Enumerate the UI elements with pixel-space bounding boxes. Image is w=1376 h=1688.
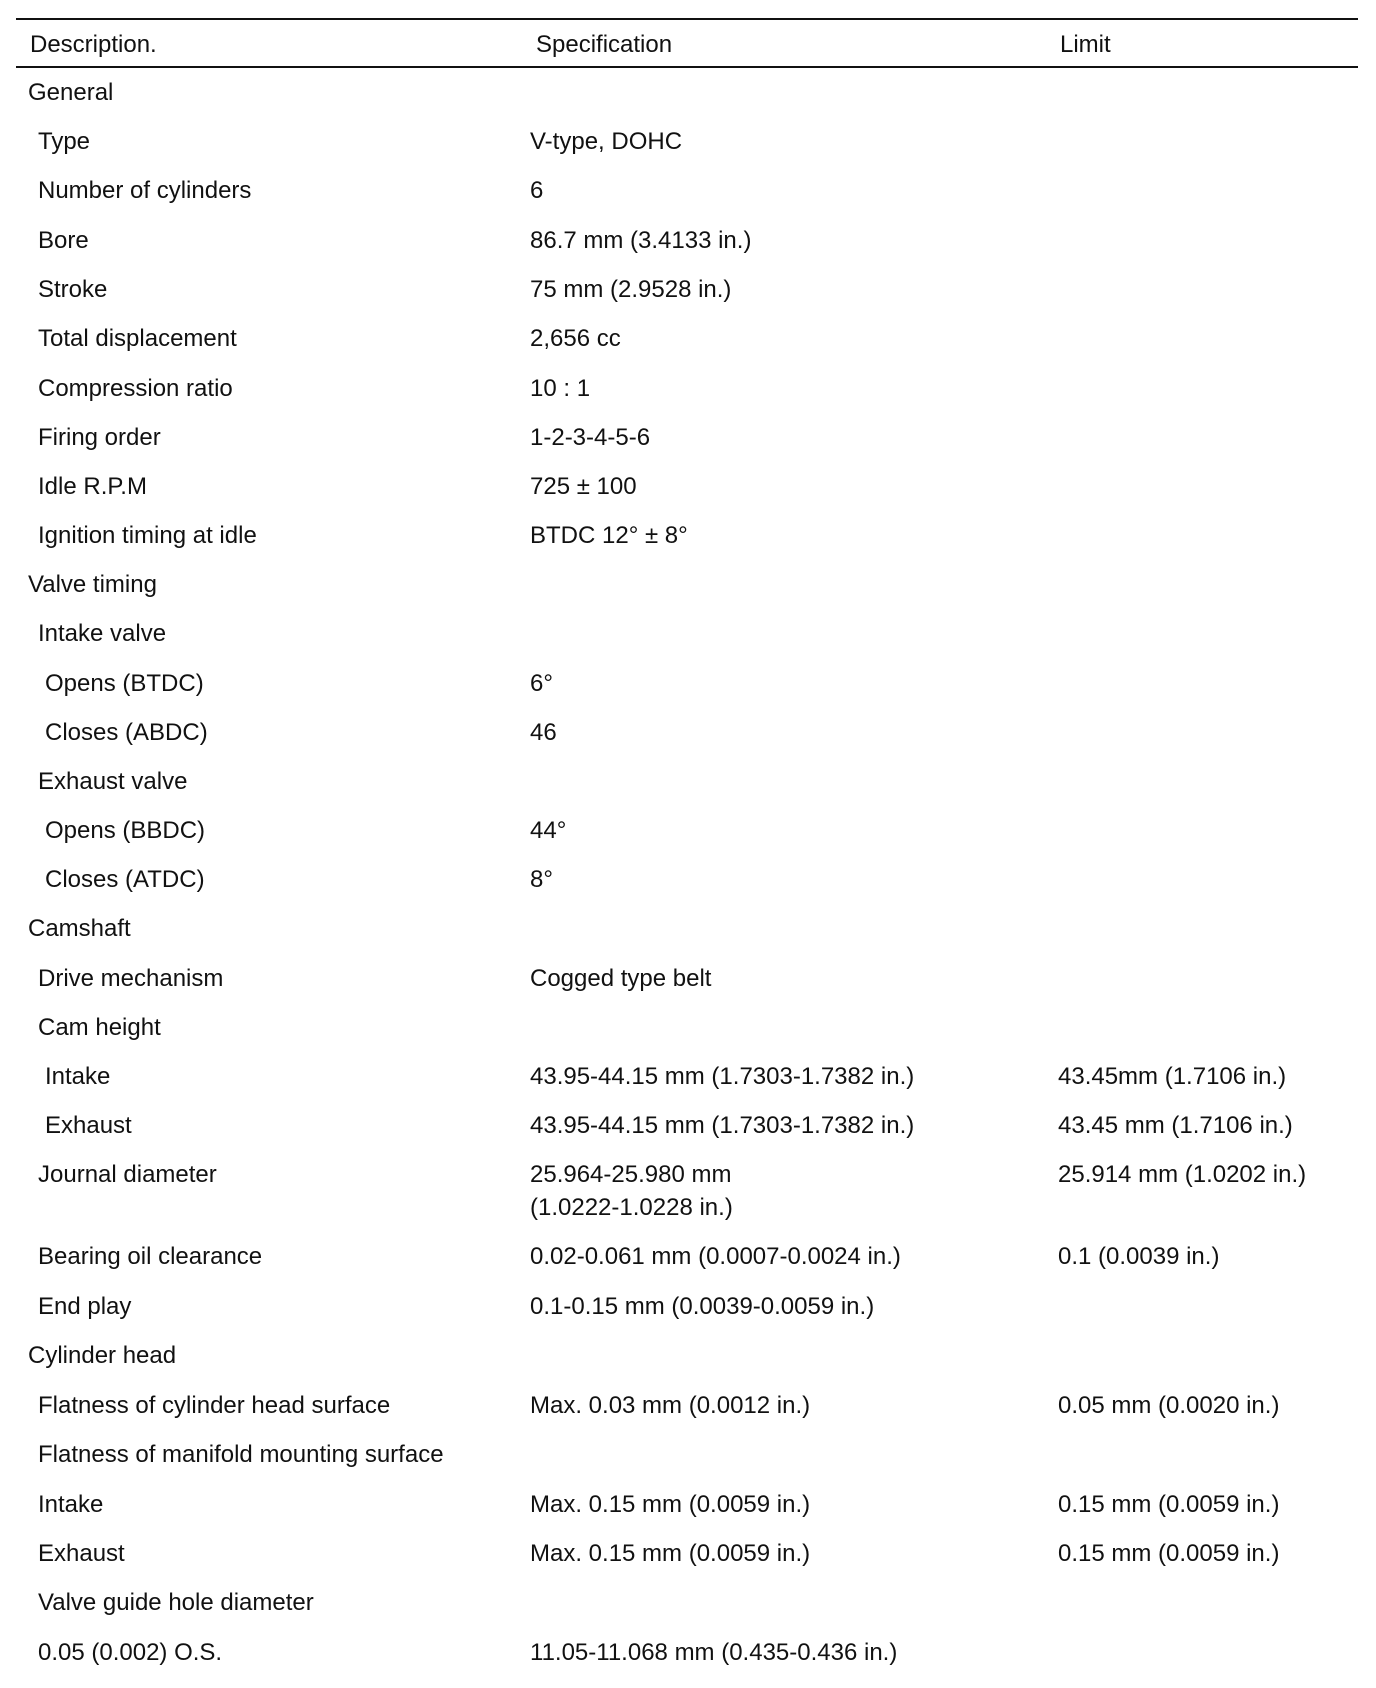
row-specification: 75 mm (2.9528 in.) (530, 276, 732, 303)
row-description: Bearing oil clearance (38, 1243, 263, 1270)
row-description: Type (38, 128, 91, 155)
row-limit: 43.45 mm (1.7106 in.) (1058, 1112, 1293, 1139)
row-specification: 10 : 1 (530, 375, 591, 402)
row-specification: 0.1-0.15 mm (0.0039-0.0059 in.) (530, 1293, 875, 1320)
row-description: Exhaust (45, 1112, 132, 1139)
row-specification: 43.95-44.15 mm (1.7303-1.7382 in.) (530, 1112, 915, 1139)
row-description: Intake valve (38, 620, 167, 647)
row-specification: V-type, DOHC (530, 128, 683, 155)
row-description: Cylinder head (28, 1342, 177, 1369)
row-specification: 0.02-0.061 mm (0.0007-0.0024 in.) (530, 1243, 901, 1270)
row-description: Opens (BBDC) (45, 817, 206, 844)
row-limit: 43.45mm (1.7106 in.) (1058, 1063, 1287, 1090)
row-description: Exhaust (38, 1540, 125, 1567)
row-description: End play (38, 1293, 132, 1320)
row-limit: 0.15 mm (0.0059 in.) (1058, 1491, 1280, 1518)
row-description: Drive mechanism (38, 965, 224, 992)
row-description: Firing order (38, 424, 161, 451)
row-description: Flatness of manifold mounting surface (38, 1441, 444, 1468)
row-specification: 11.05-11.068 mm (0.435-0.436 in.) (530, 1639, 898, 1666)
row-specification: 6° (530, 670, 553, 697)
table-header-rule (16, 66, 1358, 68)
header-description: Description. (30, 31, 157, 58)
row-specification: 6 (530, 177, 544, 204)
row-specification: Max. 0.15 mm (0.0059 in.) (530, 1540, 811, 1567)
row-description: Valve guide hole diameter (38, 1589, 314, 1616)
row-description: Ignition timing at idle (38, 522, 257, 549)
row-description: Journal diameter (38, 1161, 217, 1188)
row-description: Idle R.P.M (38, 473, 147, 500)
row-description: General (28, 79, 114, 106)
row-specification: 1-2-3-4-5-6 (530, 424, 651, 451)
row-description: Total displacement (38, 325, 237, 352)
row-specification: BTDC 12° ± 8° (530, 522, 688, 549)
row-specification: 2,656 cc (530, 325, 621, 352)
header-limit: Limit (1060, 31, 1111, 58)
header-specification: Specification (536, 31, 673, 58)
row-description: Closes (ATDC) (45, 866, 205, 893)
row-specification: 8° (530, 866, 553, 893)
row-specification: 44° (530, 817, 567, 844)
row-description: Closes (ABDC) (45, 719, 208, 746)
row-limit: 0.15 mm (0.0059 in.) (1058, 1540, 1280, 1567)
row-description: Number of cylinders (38, 177, 252, 204)
row-description: Cam height (38, 1014, 161, 1041)
row-specification: Max. 0.15 mm (0.0059 in.) (530, 1491, 811, 1518)
row-description: Exhaust valve (38, 768, 188, 795)
row-description: Flatness of cylinder head surface (38, 1392, 391, 1419)
row-description: Stroke (38, 276, 108, 303)
row-limit: 0.05 mm (0.0020 in.) (1058, 1392, 1280, 1419)
row-limit: 0.1 (0.0039 in.) (1058, 1243, 1220, 1270)
row-specification: 86.7 mm (3.4133 in.) (530, 227, 752, 254)
row-description: Intake (45, 1063, 111, 1090)
row-specification: Max. 0.03 mm (0.0012 in.) (530, 1392, 811, 1419)
row-specification: 43.95-44.15 mm (1.7303-1.7382 in.) (530, 1063, 915, 1090)
row-description: Bore (38, 227, 89, 254)
row-description: Compression ratio (38, 375, 233, 402)
row-description: Valve timing (28, 571, 157, 598)
row-specification: 725 ± 100 (530, 473, 637, 500)
row-description: Opens (BTDC) (45, 670, 204, 697)
row-specification: 25.964-25.980 mm (1.0222-1.0228 in.) (530, 1161, 733, 1221)
table-top-rule (16, 18, 1358, 20)
row-specification: Cogged type belt (530, 965, 712, 992)
row-description: Intake (38, 1491, 104, 1518)
row-specification: 46 (530, 719, 557, 746)
row-limit: 25.914 mm (1.0202 in.) (1058, 1161, 1307, 1188)
row-description: Camshaft (28, 915, 131, 942)
row-description: 0.05 (0.002) O.S. (38, 1639, 223, 1666)
